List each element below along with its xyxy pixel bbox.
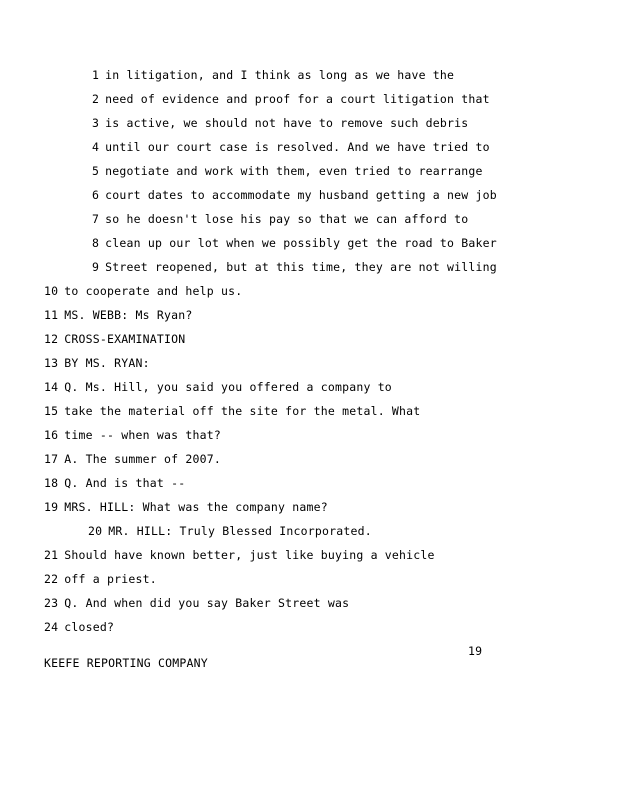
line-number: 6 bbox=[92, 188, 100, 202]
transcript-line bbox=[44, 356, 150, 370]
line-text: court dates to accommodate my husband getting a new job bbox=[105, 188, 497, 202]
line-number: 7 bbox=[92, 212, 100, 226]
line-number: 17 bbox=[44, 452, 59, 466]
line-text: in litigation, and I think as long as we have the bbox=[105, 68, 455, 82]
line-number: 12 bbox=[44, 332, 59, 346]
line-text: CROSS-EXAMINATION bbox=[64, 332, 186, 346]
transcript-line bbox=[44, 596, 349, 610]
transcript-line bbox=[44, 500, 328, 514]
line-text: BY MS. RYAN: bbox=[64, 356, 150, 370]
transcript-line bbox=[44, 404, 420, 418]
reporting-company: KEEFE REPORTING COMPANY bbox=[44, 656, 208, 670]
line-text: take the material off the site for the metal. What bbox=[64, 404, 421, 418]
transcript-line bbox=[44, 332, 185, 346]
line-text: off a priest. bbox=[64, 572, 157, 586]
transcript-line bbox=[44, 428, 221, 442]
line-text: is active, we should not have to remove such debris bbox=[105, 116, 469, 130]
transcript-line bbox=[92, 92, 490, 106]
transcript-line bbox=[44, 620, 114, 634]
line-number: 21 bbox=[44, 548, 59, 562]
transcript-line bbox=[88, 524, 372, 538]
transcript-line bbox=[92, 140, 490, 154]
line-text: MS. WEBB: Ms Ryan? bbox=[64, 308, 193, 322]
line-text: MRS. HILL: What was the company name? bbox=[64, 500, 328, 514]
line-number: 5 bbox=[92, 164, 100, 178]
line-number: 10 bbox=[44, 284, 59, 298]
line-number: 11 bbox=[44, 308, 59, 322]
line-text: closed? bbox=[64, 620, 115, 634]
line-text: Q. And is that -- bbox=[64, 476, 186, 490]
transcript-line bbox=[44, 452, 221, 466]
line-number: 13 bbox=[44, 356, 59, 370]
line-number: 24 bbox=[44, 620, 59, 634]
line-text: Street reopened, but at this time, they are not willing bbox=[105, 260, 497, 274]
line-number: 1 bbox=[92, 68, 100, 82]
line-number: 19 bbox=[44, 500, 59, 514]
line-text: clean up our lot when we possibly get the road to Baker bbox=[105, 236, 497, 250]
line-number: 14 bbox=[44, 380, 59, 394]
line-number: 2 bbox=[92, 92, 100, 106]
line-text: MR. HILL: Truly Blessed Incorporated. bbox=[108, 524, 372, 538]
line-number: 20 bbox=[88, 524, 103, 538]
line-text: Q. And when did you say Baker Street was bbox=[64, 596, 350, 610]
line-text: time -- when was that? bbox=[64, 428, 221, 442]
transcript-line bbox=[92, 260, 497, 274]
transcript-line bbox=[44, 476, 185, 490]
transcript-line bbox=[44, 572, 157, 586]
transcript-line bbox=[44, 380, 392, 394]
transcript-line bbox=[92, 236, 497, 250]
transcript-line bbox=[92, 164, 483, 178]
transcript-line bbox=[44, 284, 242, 298]
line-number: 4 bbox=[92, 140, 100, 154]
line-text: until our court case is resolved. And we have tried to bbox=[105, 140, 490, 154]
transcript-line bbox=[44, 308, 192, 322]
line-text: Should have known better, just like buying a vehicle bbox=[64, 548, 435, 562]
line-number: 3 bbox=[92, 116, 100, 130]
line-text: A. The summer of 2007. bbox=[64, 452, 221, 466]
line-number: 22 bbox=[44, 572, 59, 586]
transcript-line bbox=[92, 116, 468, 130]
line-number: 16 bbox=[44, 428, 59, 442]
line-number: 18 bbox=[44, 476, 59, 490]
transcript-line bbox=[92, 68, 454, 82]
transcript-line bbox=[92, 212, 468, 226]
line-text: to cooperate and help us. bbox=[64, 284, 243, 298]
transcript-line bbox=[92, 188, 497, 202]
line-number: 15 bbox=[44, 404, 59, 418]
line-text: negotiate and work with them, even tried to rearrange bbox=[105, 164, 483, 178]
line-text: so he doesn't lose his pay so that we can afford to bbox=[105, 212, 469, 226]
line-text: Q. Ms. Hill, you said you offered a company to bbox=[64, 380, 392, 394]
line-text: need of evidence and proof for a court litigation that bbox=[105, 92, 490, 106]
page-number: 19 bbox=[468, 644, 483, 658]
line-number: 9 bbox=[92, 260, 100, 274]
line-number: 23 bbox=[44, 596, 59, 610]
transcript-line bbox=[44, 548, 435, 562]
line-number: 8 bbox=[92, 236, 100, 250]
